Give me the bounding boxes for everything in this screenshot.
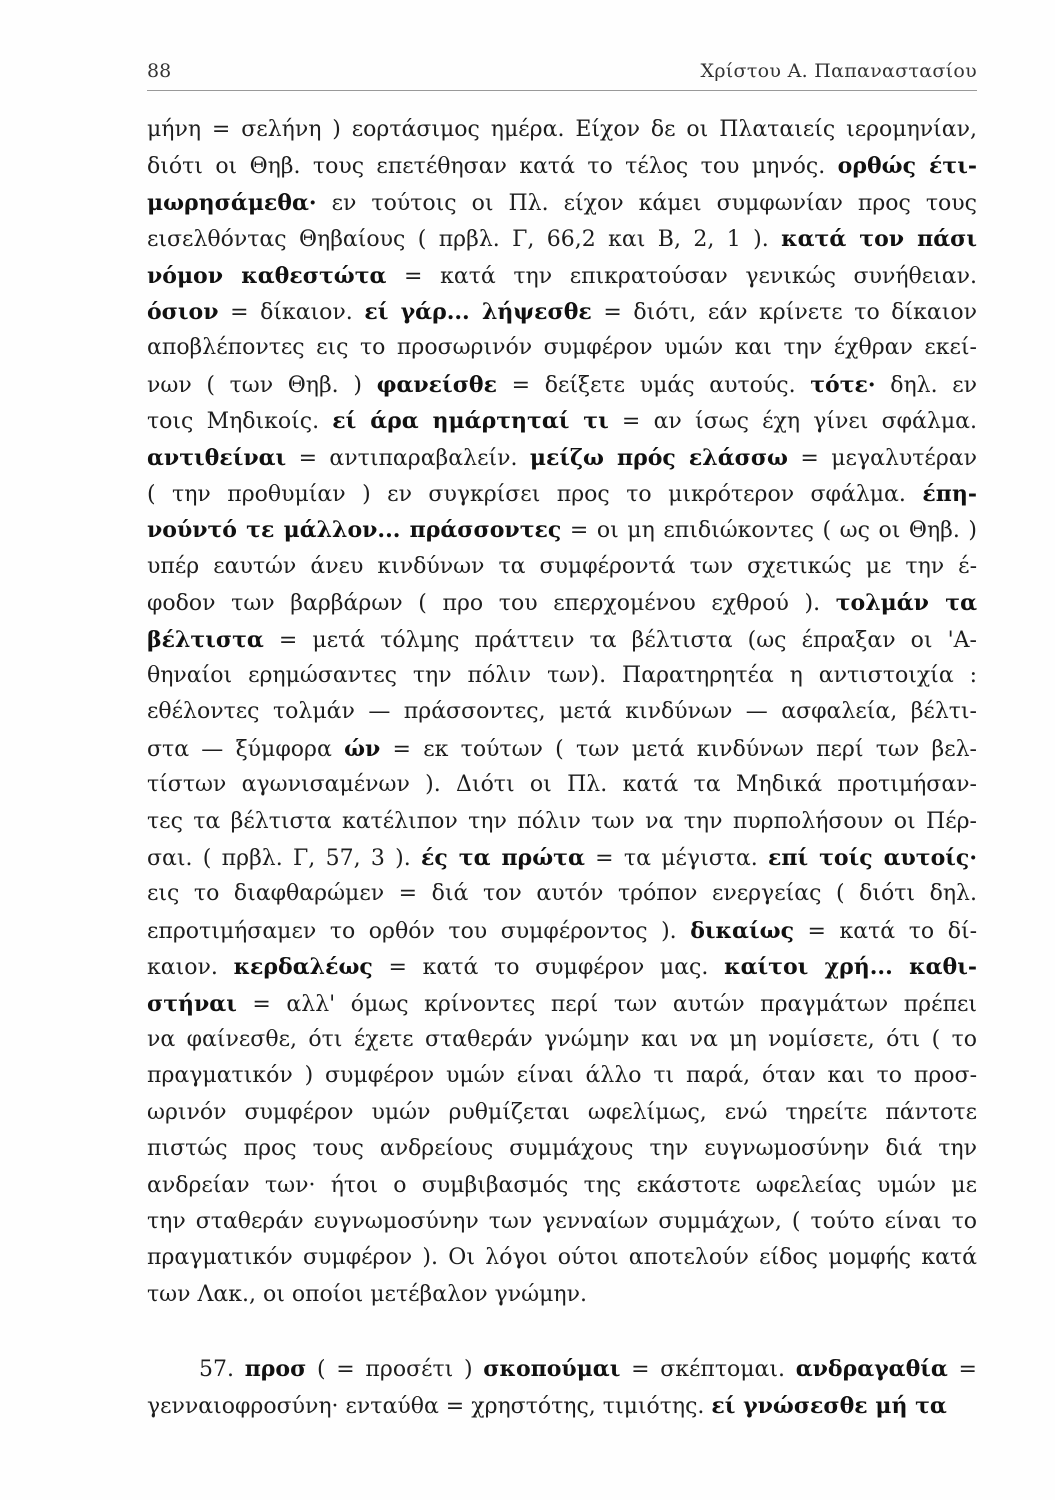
gloss-text: νων ( των Θηβ. ): [147, 372, 377, 398]
page-header: [147, 60, 977, 90]
text-line: [147, 1388, 977, 1424]
bold-lemma: καίτοι χρή... καθι-: [724, 954, 977, 981]
gloss-text: μήνη = σελήνη ) εορτάσιμος ημέρα. Είχον δε οι Πλαταιείς ιερομηνίαν,: [147, 117, 977, 142]
running-head: Χρίστου Α. Παπαναστασίου: [700, 60, 977, 82]
text-line: [147, 185, 977, 221]
bold-lemma: νόμον καθεστώτα: [147, 262, 387, 289]
bold-lemma: σκοπούμαι: [483, 1356, 621, 1383]
gloss-text: των Λακ., οι οποίοι μετέβαλον γνώμην.: [147, 1281, 587, 1307]
bold-lemma: τολμάν τα: [835, 590, 977, 617]
gloss-text: διότι οι Θηβ. τους επετέθησαν κατά το τέλος του μηνός.: [147, 154, 838, 180]
bold-lemma: ών: [344, 735, 381, 762]
gloss-text: = δίκαιον.: [218, 300, 365, 325]
bold-lemma: εί γάρ... λήψεσθε: [364, 299, 592, 325]
text-line: [147, 1240, 977, 1276]
text-line: [147, 1204, 977, 1240]
gloss-text: = τα μέγιστα.: [584, 846, 769, 871]
text-line: [147, 913, 977, 949]
gloss-text: = κατά το συμφέρον μας.: [372, 955, 725, 981]
gloss-text: επροτιμήσαμεν το ορθόν του συμφέροντος ).: [147, 918, 691, 944]
text-line: [147, 694, 977, 730]
gloss-text: καιον.: [147, 955, 234, 981]
bold-lemma: έπη-: [922, 481, 977, 507]
gloss-text: στα — ξύμφορα: [147, 736, 345, 762]
bold-lemma: εί άρα ημάρτηταί τι: [332, 408, 609, 435]
gloss-text: γενναιοφροσύνη· ενταύθα = χρηστότης, τιμιότης.: [147, 1393, 712, 1419]
bold-lemma: δικαίως: [690, 917, 794, 944]
gloss-text: θηναίοι ερημώσαντες την πόλιν των). Παρατηρητέα η αντιστοιχία :: [147, 663, 977, 688]
gloss-text: = κατά την επικρατούσαν γενικώς συνήθειαν.: [386, 263, 977, 289]
gloss-text: τίστων αγωνισαμένων ). Διότι οι Πλ. κατά τα Μηδικά προτιμήσαν-: [147, 772, 977, 798]
text-line: [147, 1131, 977, 1167]
gloss-text: αποβλέποντες εις το προσωρινόν συμφέρον υμών και την έχθραν εκεί-: [147, 335, 977, 361]
gloss-text: υπέρ εαυτών άνευ κινδύνων τα συμφέροντά των σχετικώς με την έ-: [147, 553, 977, 579]
text-line: [147, 840, 977, 876]
text-line: [147, 622, 977, 658]
bold-lemma: ορθώς έτι-: [837, 153, 977, 180]
text-line: [147, 294, 977, 330]
text-line: [147, 1351, 977, 1387]
bold-lemma: νούντό τε μάλλον... πράσσοντες: [147, 517, 562, 544]
gloss-text: πιστώς προς τους ανδρείους συμμάχους την ευγνωμοσύνην διά την: [147, 1136, 977, 1162]
text-line: [147, 258, 977, 294]
gloss-text: = κατά το δί-: [793, 918, 977, 944]
text-line: [147, 148, 977, 184]
gloss-text: εθέλοντες τολμάν — πράσσοντες, μετά κινδύνων — ασφαλεία, βέλτι-: [147, 699, 977, 725]
text-line: [147, 1022, 977, 1058]
bold-lemma: προσ: [244, 1356, 307, 1383]
gloss-text: πραγματικόν ) συμφέρον υμών είναι άλλο τι παρά, όταν και το προσ-: [147, 1063, 977, 1089]
bold-lemma: κατά τον πάσι: [781, 226, 977, 253]
text-line: [147, 112, 977, 148]
page-number: 88: [147, 60, 172, 82]
text-line: [147, 476, 977, 512]
text-line: [147, 367, 977, 403]
bold-lemma: όσιον: [147, 299, 219, 325]
text-line: [147, 804, 977, 840]
gloss-text: 57.: [199, 1357, 245, 1383]
gloss-text: = αλλ' όμως κρίνοντες περί των αυτών πραγμάτων πρέπει: [236, 991, 977, 1017]
text-line: [147, 330, 977, 366]
bold-lemma: εί γνώσεσθε μή τα: [711, 1392, 947, 1419]
gloss-text: τοις Μηδικοίς.: [147, 409, 333, 435]
text-line: [147, 549, 977, 585]
gloss-text: εις το διαφθαρώμεν = διά τον αυτόν τρόπον ενεργείας ( διότι δηλ.: [147, 881, 977, 907]
header-rule: [147, 90, 977, 91]
bold-lemma: ές τα πρώτα: [421, 845, 585, 871]
gloss-text: = σκέπτομαι.: [620, 1357, 796, 1383]
gloss-text: την σταθεράν ευγνωμοσύνην των γενναίων συμμάχων, ( τούτο είναι το: [147, 1209, 977, 1234]
bold-lemma: επί τοίς αυτοίς·: [768, 845, 977, 871]
gloss-text: ανδρείαν των· ήτοι ο συμβιβασμός της εκάστοτε ωφελείας υμών με: [147, 1172, 977, 1198]
gloss-text: δηλ. εν: [875, 372, 977, 398]
bold-lemma: αντιθείναι: [147, 444, 287, 471]
gloss-text: = μετά τόλμης πράττειν τα βέλτιστα (ως έπραξαν οι 'Α-: [263, 627, 977, 653]
text-line: [147, 876, 977, 912]
text-line: [147, 221, 977, 257]
text-line: [147, 949, 977, 985]
gloss-text: = δείξετε υμάς αυτούς.: [496, 372, 811, 398]
gloss-text: φοδον των βαρβάρων ( προ του επερχομένου εχθρού ).: [147, 591, 836, 617]
text-line: [147, 585, 977, 621]
bold-lemma: στήναι: [147, 990, 237, 1017]
text-line: [147, 403, 977, 439]
bold-lemma: κερδαλέως: [233, 954, 373, 981]
gloss-text: = αντιπαραβαλείν.: [286, 445, 530, 471]
bold-lemma: μωρησάμεθα·: [147, 189, 317, 216]
bold-lemma: μείζω πρός ελάσσω: [529, 444, 789, 471]
gloss-text: να φαίνεσθε, ότι έχετε σταθεράν γνώμην και να μη νομίσετε, ότι ( το: [147, 1027, 977, 1052]
gloss-text: = οι μη επιδιώκοντες ( ως οι Θηβ. ): [561, 518, 977, 544]
bold-lemma: ανδραγαθία: [795, 1356, 948, 1383]
gloss-text: εισελθόντας Θηβαίους ( πρβλ. Γ, 66,2 και Β, 2, 1 ).: [147, 227, 782, 253]
text-line: [147, 767, 977, 803]
text-line: [147, 658, 977, 694]
text-line: [147, 440, 977, 476]
gloss-text: = εκ τούτων ( των μετά κινδύνων περί των βελ-: [380, 736, 977, 762]
gloss-text: ωρινόν συμφέρον υμών ρυθμίζεται ωφελίμως, ενώ τηρείτε πάντοτε: [147, 1099, 977, 1125]
bold-lemma: βέλτιστα: [147, 626, 264, 653]
gloss-text: πραγματικόν συμφέρον ). Οι λόγοι ούτοι αποτελούν είδος μομφής κατά: [147, 1245, 977, 1271]
text-line: [147, 1095, 977, 1131]
text-line: [147, 731, 977, 767]
gloss-text: εν τούτοις οι Πλ. είχον κάμει συμφωνίαν προς τους: [316, 190, 977, 216]
gloss-text: σαι. ( πρβλ. Γ, 57, 3 ).: [147, 846, 422, 871]
bold-lemma: φανείσθε: [376, 371, 497, 398]
text-line: [147, 1277, 977, 1313]
text-line: [147, 986, 977, 1022]
gloss-text: = αν ίσως έχη γίνει σφάλμα.: [608, 409, 977, 435]
bold-lemma: τότε·: [810, 371, 876, 398]
gloss-text: ( = προσέτι ): [306, 1357, 484, 1383]
text-line: [147, 1168, 977, 1204]
gloss-text: = διότι, εάν κρίνετε το δίκαιον: [591, 300, 977, 325]
gloss-text: ( την προθυμίαν ) εν συγκρίσει προς το μικρότερον σφάλμα.: [147, 482, 923, 507]
gloss-text: = μεγαλυτέραν: [788, 445, 977, 471]
text-line: [147, 1058, 977, 1094]
text-line: [147, 512, 977, 548]
gloss-text: τες τα βέλτιστα κατέλιπον την πόλιν των να την πυρπολήσουν οι Πέρ-: [147, 808, 977, 834]
gloss-text: =: [947, 1357, 977, 1383]
